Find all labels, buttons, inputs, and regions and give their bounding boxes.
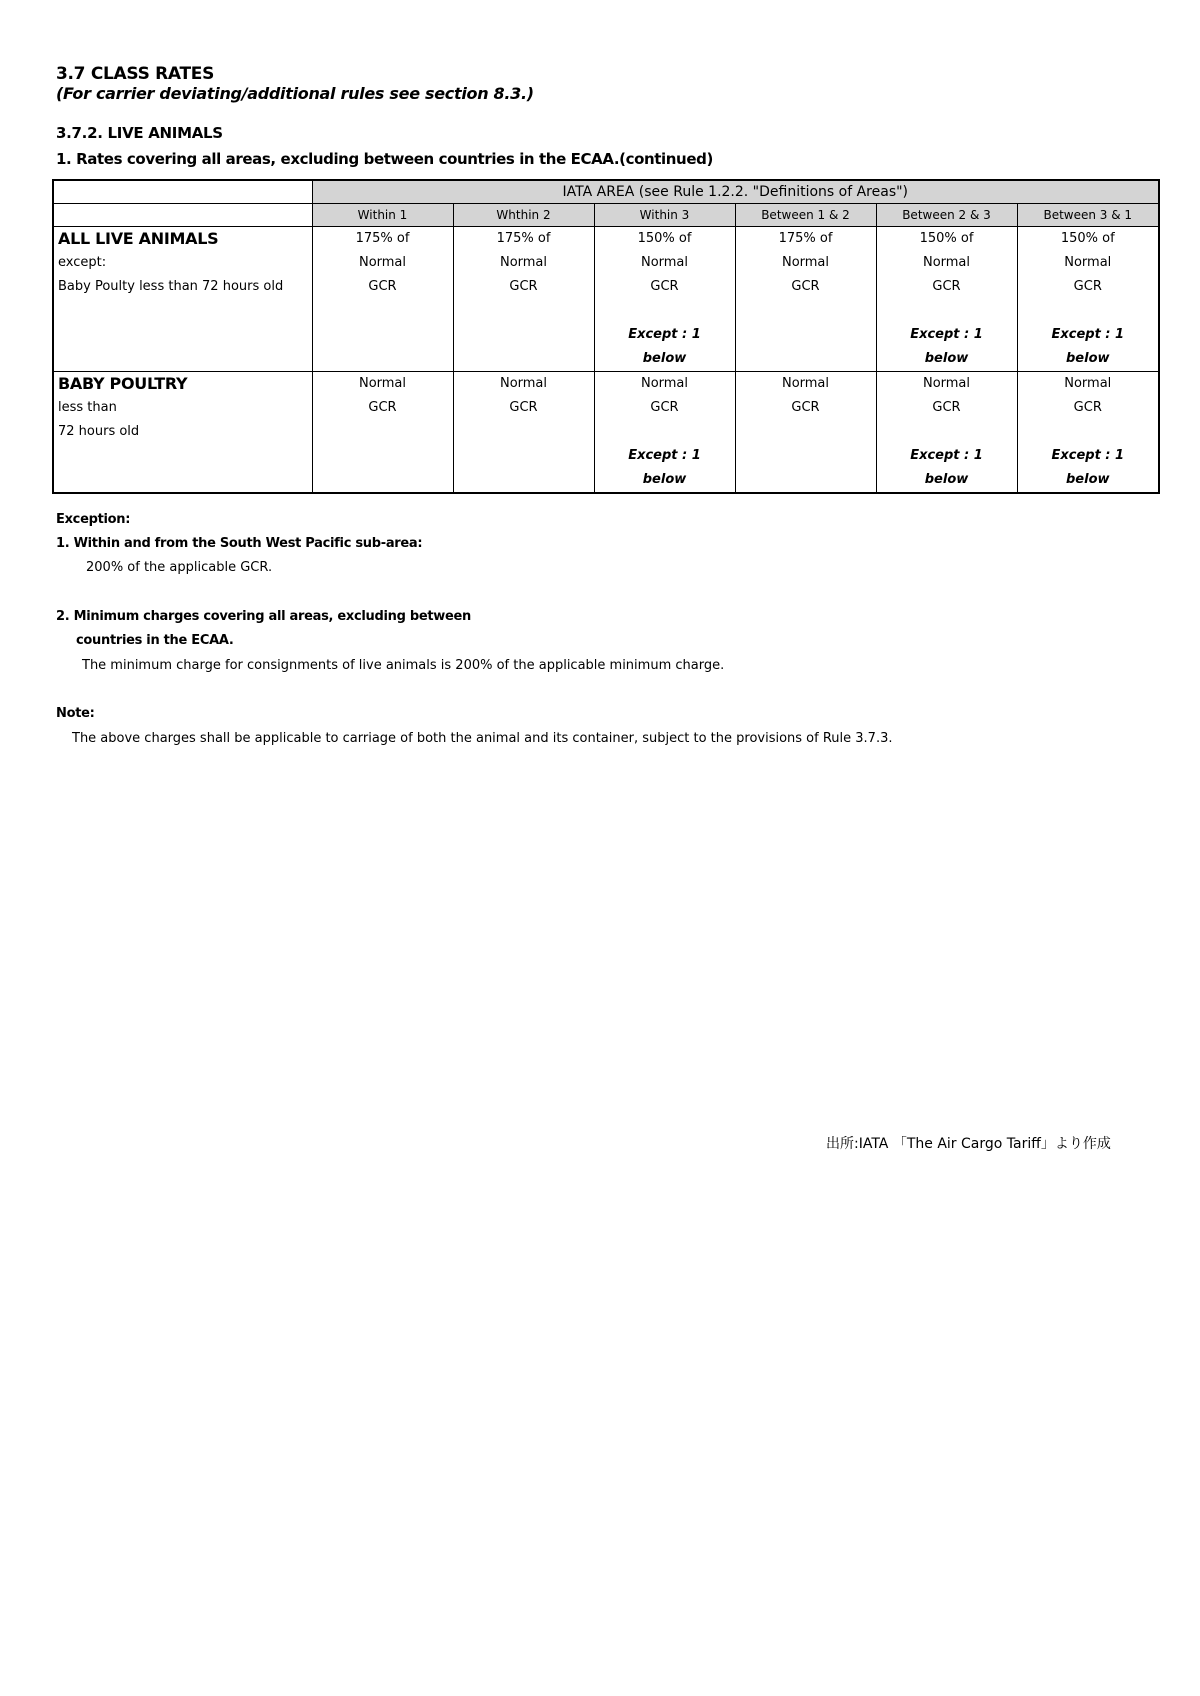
header-blank-cell xyxy=(53,204,312,227)
rates-title: 1. Rates covering all areas, excluding between countries in the ECAA.(continued) xyxy=(56,150,713,168)
rate-line: GCR xyxy=(368,279,397,294)
rate-line: 175% of xyxy=(355,231,410,246)
column-header: Whthin 2 xyxy=(453,204,594,227)
rate-line: Normal xyxy=(781,255,830,270)
exception-note: below xyxy=(1066,472,1110,487)
exception-note: Except : 1 xyxy=(910,327,983,342)
rate-line: GCR xyxy=(791,400,820,415)
rate-line: Normal xyxy=(499,255,548,270)
exception-item-title: 1. Within and from the South West Pacific sub-area: xyxy=(56,536,423,551)
row-label-cell xyxy=(53,372,312,494)
rate-line: Normal xyxy=(1064,376,1112,391)
minimum-charges-title: 2. Minimum charges covering all areas, excluding between xyxy=(56,609,471,624)
note-text: The above charges shall be applicable to carriage of both the animal and its container, subject to the provisions of Rule 3.7.3. xyxy=(72,731,893,746)
source-citation: 出所:IATA 「The Air Cargo Tariff」より作成 xyxy=(826,1136,1111,1152)
rate-line: Normal xyxy=(1064,255,1112,270)
rate-line: Normal xyxy=(922,255,971,270)
exception-note: Except : 1 xyxy=(628,327,701,342)
table-row xyxy=(53,372,1159,494)
exception-note: Except : 1 xyxy=(1051,327,1125,342)
rate-cell xyxy=(453,372,594,494)
table-row xyxy=(53,227,1159,372)
rate-line: GCR xyxy=(791,279,820,294)
rate-cell xyxy=(876,227,1017,372)
rates-table xyxy=(52,179,1160,494)
rate-line: 150% of xyxy=(919,231,974,246)
row-label-title: ALL LIVE ANIMALS xyxy=(58,229,219,248)
rate-line: 150% of xyxy=(637,231,692,246)
rate-line: Normal xyxy=(358,376,407,391)
section-title: 3.7 CLASS RATES xyxy=(56,64,215,84)
table-header-row-columns xyxy=(53,204,1159,227)
rate-line: 175% of xyxy=(496,231,551,246)
column-header: Within 3 xyxy=(594,204,735,227)
rate-line: GCR xyxy=(1073,400,1102,415)
rate-line: GCR xyxy=(650,400,679,415)
rate-line: GCR xyxy=(509,279,538,294)
row-label-line: Baby Poulty less than 72 hours old xyxy=(58,279,284,294)
exception-note: below xyxy=(642,472,687,487)
exception-note: Except : 1 xyxy=(1051,448,1125,463)
rate-cell xyxy=(312,372,453,494)
exception-note: below xyxy=(924,351,969,366)
rate-line: Normal xyxy=(499,376,548,391)
rate-line: 150% of xyxy=(1060,231,1115,246)
column-header: Between 1 & 2 xyxy=(735,204,876,227)
header-blank-cell xyxy=(53,180,312,204)
rate-cell xyxy=(876,372,1017,494)
section-subtitle: (For carrier deviating/additional rules see section 8.3.) xyxy=(56,84,534,103)
column-header: Between 2 & 3 xyxy=(876,204,1017,227)
row-label-line: except: xyxy=(58,255,107,270)
exception-note: Except : 1 xyxy=(910,448,983,463)
rate-line: Normal xyxy=(781,376,830,391)
rate-cell xyxy=(594,372,735,494)
rate-cell xyxy=(312,227,453,372)
row-label-title: BABY POULTRY xyxy=(58,374,188,393)
rate-cell xyxy=(453,227,594,372)
rate-cell xyxy=(594,227,735,372)
row-label-line: less than xyxy=(58,400,117,415)
rate-line: 175% of xyxy=(778,231,833,246)
minimum-charges-text: The minimum charge for consignments of live animals is 200% of the applicable minimum charge. xyxy=(82,658,725,673)
rate-cell xyxy=(1017,372,1159,494)
rate-line: GCR xyxy=(650,279,679,294)
row-label-line: 72 hours old xyxy=(58,424,140,439)
exception-title: Exception: xyxy=(56,512,131,527)
exception-note: Except : 1 xyxy=(628,448,701,463)
exception-note: below xyxy=(924,472,969,487)
exception-item-text: 200% of the applicable GCR. xyxy=(86,560,273,575)
subsection-title: 3.7.2. LIVE ANIMALS xyxy=(56,124,223,142)
column-header: Between 3 & 1 xyxy=(1017,204,1159,227)
row-label-cell xyxy=(53,227,312,372)
rate-line: Normal xyxy=(922,376,971,391)
rate-cell xyxy=(735,372,876,494)
rate-cell xyxy=(735,227,876,372)
exception-note: below xyxy=(1066,351,1110,366)
iata-area-header: IATA AREA (see Rule 1.2.2. "Definitions of Areas") xyxy=(312,180,1159,204)
column-header: Within 1 xyxy=(312,204,453,227)
rate-line: GCR xyxy=(368,400,397,415)
rate-line: GCR xyxy=(932,400,961,415)
rate-line: GCR xyxy=(932,279,961,294)
rate-cell xyxy=(1017,227,1159,372)
note-title: Note: xyxy=(56,706,95,721)
rate-line: Normal xyxy=(640,376,689,391)
table-header-row-area xyxy=(53,180,1159,204)
minimum-charges-title-cont: countries in the ECAA. xyxy=(76,633,234,648)
exception-note: below xyxy=(642,351,687,366)
rate-line: GCR xyxy=(509,400,538,415)
rate-line: Normal xyxy=(358,255,407,270)
rate-line: Normal xyxy=(640,255,689,270)
rate-line: GCR xyxy=(1073,279,1102,294)
